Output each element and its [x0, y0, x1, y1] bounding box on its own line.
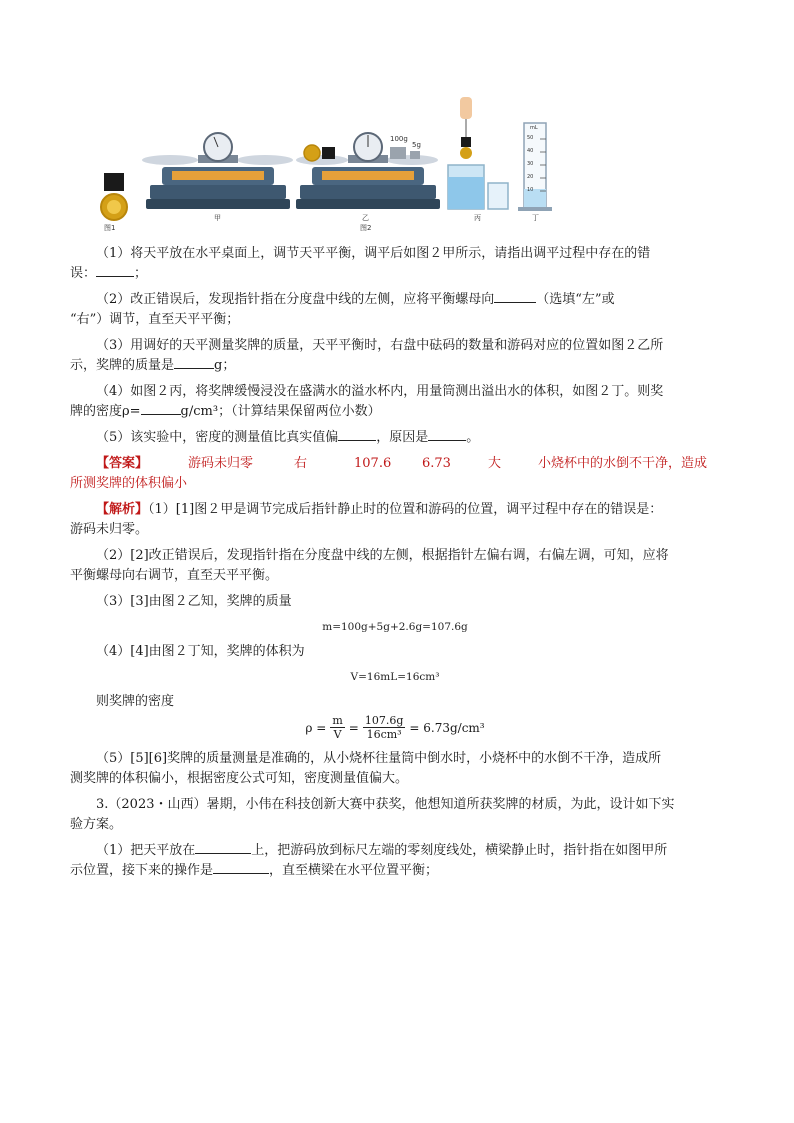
answer-blank — [338, 440, 376, 441]
question-text: ，直至横梁在水平位置平衡； — [269, 863, 439, 878]
yi-label: 乙 — [362, 214, 369, 222]
analysis-2-line-1: （2）[2]改正错误后，发现指针指在分度盘中线的左侧，根据指针左偏右调，右偏左调，可知，应将 — [96, 548, 669, 563]
answer-item: 右 — [294, 456, 308, 471]
graduated-cylinder — [518, 123, 552, 211]
question-3-line-1: （3）用调好的天平测量奖牌的质量，天平平衡时，右盘中砝码的数量和游码对应的位置如图２乙所 — [96, 338, 664, 353]
answer-blank — [494, 302, 536, 303]
cylinder-tick-label: 10 — [527, 187, 534, 193]
answer-blank — [174, 368, 214, 369]
cylinder-tick-label: 40 — [527, 148, 534, 154]
analysis-4-line: （4）[4]由图２丁知，奖牌的体积为 — [96, 644, 305, 659]
fraction-values — [363, 714, 406, 741]
mass-formula: m=100g+5g+2.6g=107.6g — [322, 621, 468, 633]
next-step-1-line-2 — [70, 861, 720, 881]
question-text: （2）改正错误后，发现指针指在分度盘中线的左侧，应将平衡螺母向 — [96, 292, 495, 307]
density-intro: 则奖牌的密度 — [96, 694, 175, 709]
fraction-denominator: V — [333, 728, 342, 741]
fig1-label: 图1 — [104, 224, 116, 232]
answer-blank — [141, 414, 181, 415]
rho-symbol: ρ = — [305, 720, 327, 735]
fraction-denominator: 16cm³ — [366, 728, 402, 741]
next-question-line-2: 验方案。 — [70, 817, 123, 832]
question-text: ，原因是 — [376, 430, 429, 445]
analysis-1-line-2: 游码未归零。 — [70, 522, 149, 537]
answer-item: 游码未归零 — [188, 456, 254, 471]
bing-label: 丙 — [474, 214, 481, 222]
answer-tag: 【答案】 — [96, 456, 149, 471]
cylinder-unit-label: mL — [530, 125, 538, 131]
analysis-5-line-2: 测奖牌的体积偏小，根据密度公式可知，密度测量值偏大。 — [70, 771, 409, 786]
answer-item: 107.6 — [354, 456, 392, 471]
ding-label: 丁 — [532, 214, 539, 222]
answer-item: 大 — [488, 456, 502, 471]
answer-item: 6.73 — [422, 456, 451, 471]
question-text: 示位置，接下来的操作是 — [70, 863, 214, 878]
document-body — [70, 244, 720, 881]
weight-5g-label: 5g — [412, 141, 421, 149]
question-text: g/cm³；（计算结果保留两位小数） — [180, 404, 381, 419]
question-text: 。 — [466, 430, 480, 445]
balance-jia — [142, 133, 293, 209]
answer-item: 小烧杯中的水倒不干净，造成 — [538, 456, 708, 471]
density-result: = 6.73g/cm³ — [409, 720, 485, 735]
question-text: 示，奖牌的质量是 — [70, 358, 175, 373]
question-text: （1）把天平放在 — [96, 843, 196, 858]
cylinder-tick-label: 20 — [527, 174, 534, 180]
question-text: g； — [214, 358, 236, 373]
question-1-line-1: （1）将天平放在水平桌面上，调节天平平衡，调平后如图２甲所示，请指出调平过程中存在的错 — [96, 246, 651, 261]
answer-continuation: 所测奖牌的体积偏小 — [70, 476, 188, 491]
density-formula — [70, 714, 720, 741]
analysis-1-line-1 — [70, 500, 720, 520]
analysis-3-line: （3）[3]由图２乙知，奖牌的质量 — [96, 594, 292, 609]
equals-sign: = — [348, 720, 359, 735]
question-2-line-2: “右”）调节，直至天平平衡； — [70, 312, 240, 327]
weight-100g-label: 100g — [390, 135, 408, 143]
question-text: 误： — [70, 266, 97, 281]
cylinder-tick-label: 50 — [527, 135, 534, 141]
answer-blank — [428, 440, 466, 441]
jia-label: 甲 — [214, 214, 221, 222]
overflow-cup-setup — [448, 97, 508, 209]
fraction-m-over-v — [330, 714, 344, 741]
analysis-tag: 【解析】 — [96, 502, 149, 517]
analysis-text: （1）[1]图２甲是调节完成后指针静止时的位置和游码的位置，调平过程中存在的错误是： — [148, 502, 663, 517]
question-2-line-1 — [70, 290, 720, 310]
question-text: （选填“左”或 — [536, 292, 615, 307]
fig2-label: 图2 — [360, 224, 372, 232]
question-text: （5）该实验中，密度的测量值比真实值偏 — [96, 430, 339, 445]
question-4-line-2 — [70, 402, 720, 422]
question-3-line-2 — [70, 356, 720, 376]
question-5-line — [70, 428, 720, 448]
analysis-2-line-2: 平衡螺母向右调节，直至天平平衡。 — [70, 568, 279, 583]
experiment-figure — [90, 95, 560, 235]
answer-blank — [213, 873, 269, 874]
figure-drawing — [90, 95, 560, 235]
answer-blank — [96, 276, 134, 277]
question-1-line-2 — [70, 264, 720, 284]
analysis-5-line-1: （5）[5][6]奖牌的质量测量是准确的，从小烧杯往量筒中倒水时，小烧杯中的水倒不干净，造成所 — [96, 751, 662, 766]
answer-blank — [195, 853, 251, 854]
fraction-numerator: m — [332, 714, 343, 727]
medal-image — [101, 173, 127, 220]
cylinder-tick-label: 30 — [527, 161, 534, 167]
volume-formula: V=16mL=16cm³ — [350, 671, 440, 683]
next-question-line-1: 3.（2023・山西）暑期，小伟在科技创新大赛中获奖，他想知道所获奖牌的材质，为此，设计如下实 — [96, 797, 675, 812]
question-text: 牌的密度ρ= — [70, 404, 141, 419]
question-4-line-1: （4）如图２丙，将奖牌缓慢浸没在盛满水的溢水杯内，用量筒测出溢出水的体积，如图２丁。则奖 — [96, 384, 664, 399]
question-text: ； — [134, 266, 148, 281]
question-text: 上，把游码放到标尺左端的零刻度线处，横梁静止时，指针指在如图甲所 — [251, 843, 668, 858]
answer-row — [70, 454, 720, 474]
next-step-1-line-1 — [70, 841, 720, 861]
fraction-numerator: 107.6g — [364, 714, 404, 727]
